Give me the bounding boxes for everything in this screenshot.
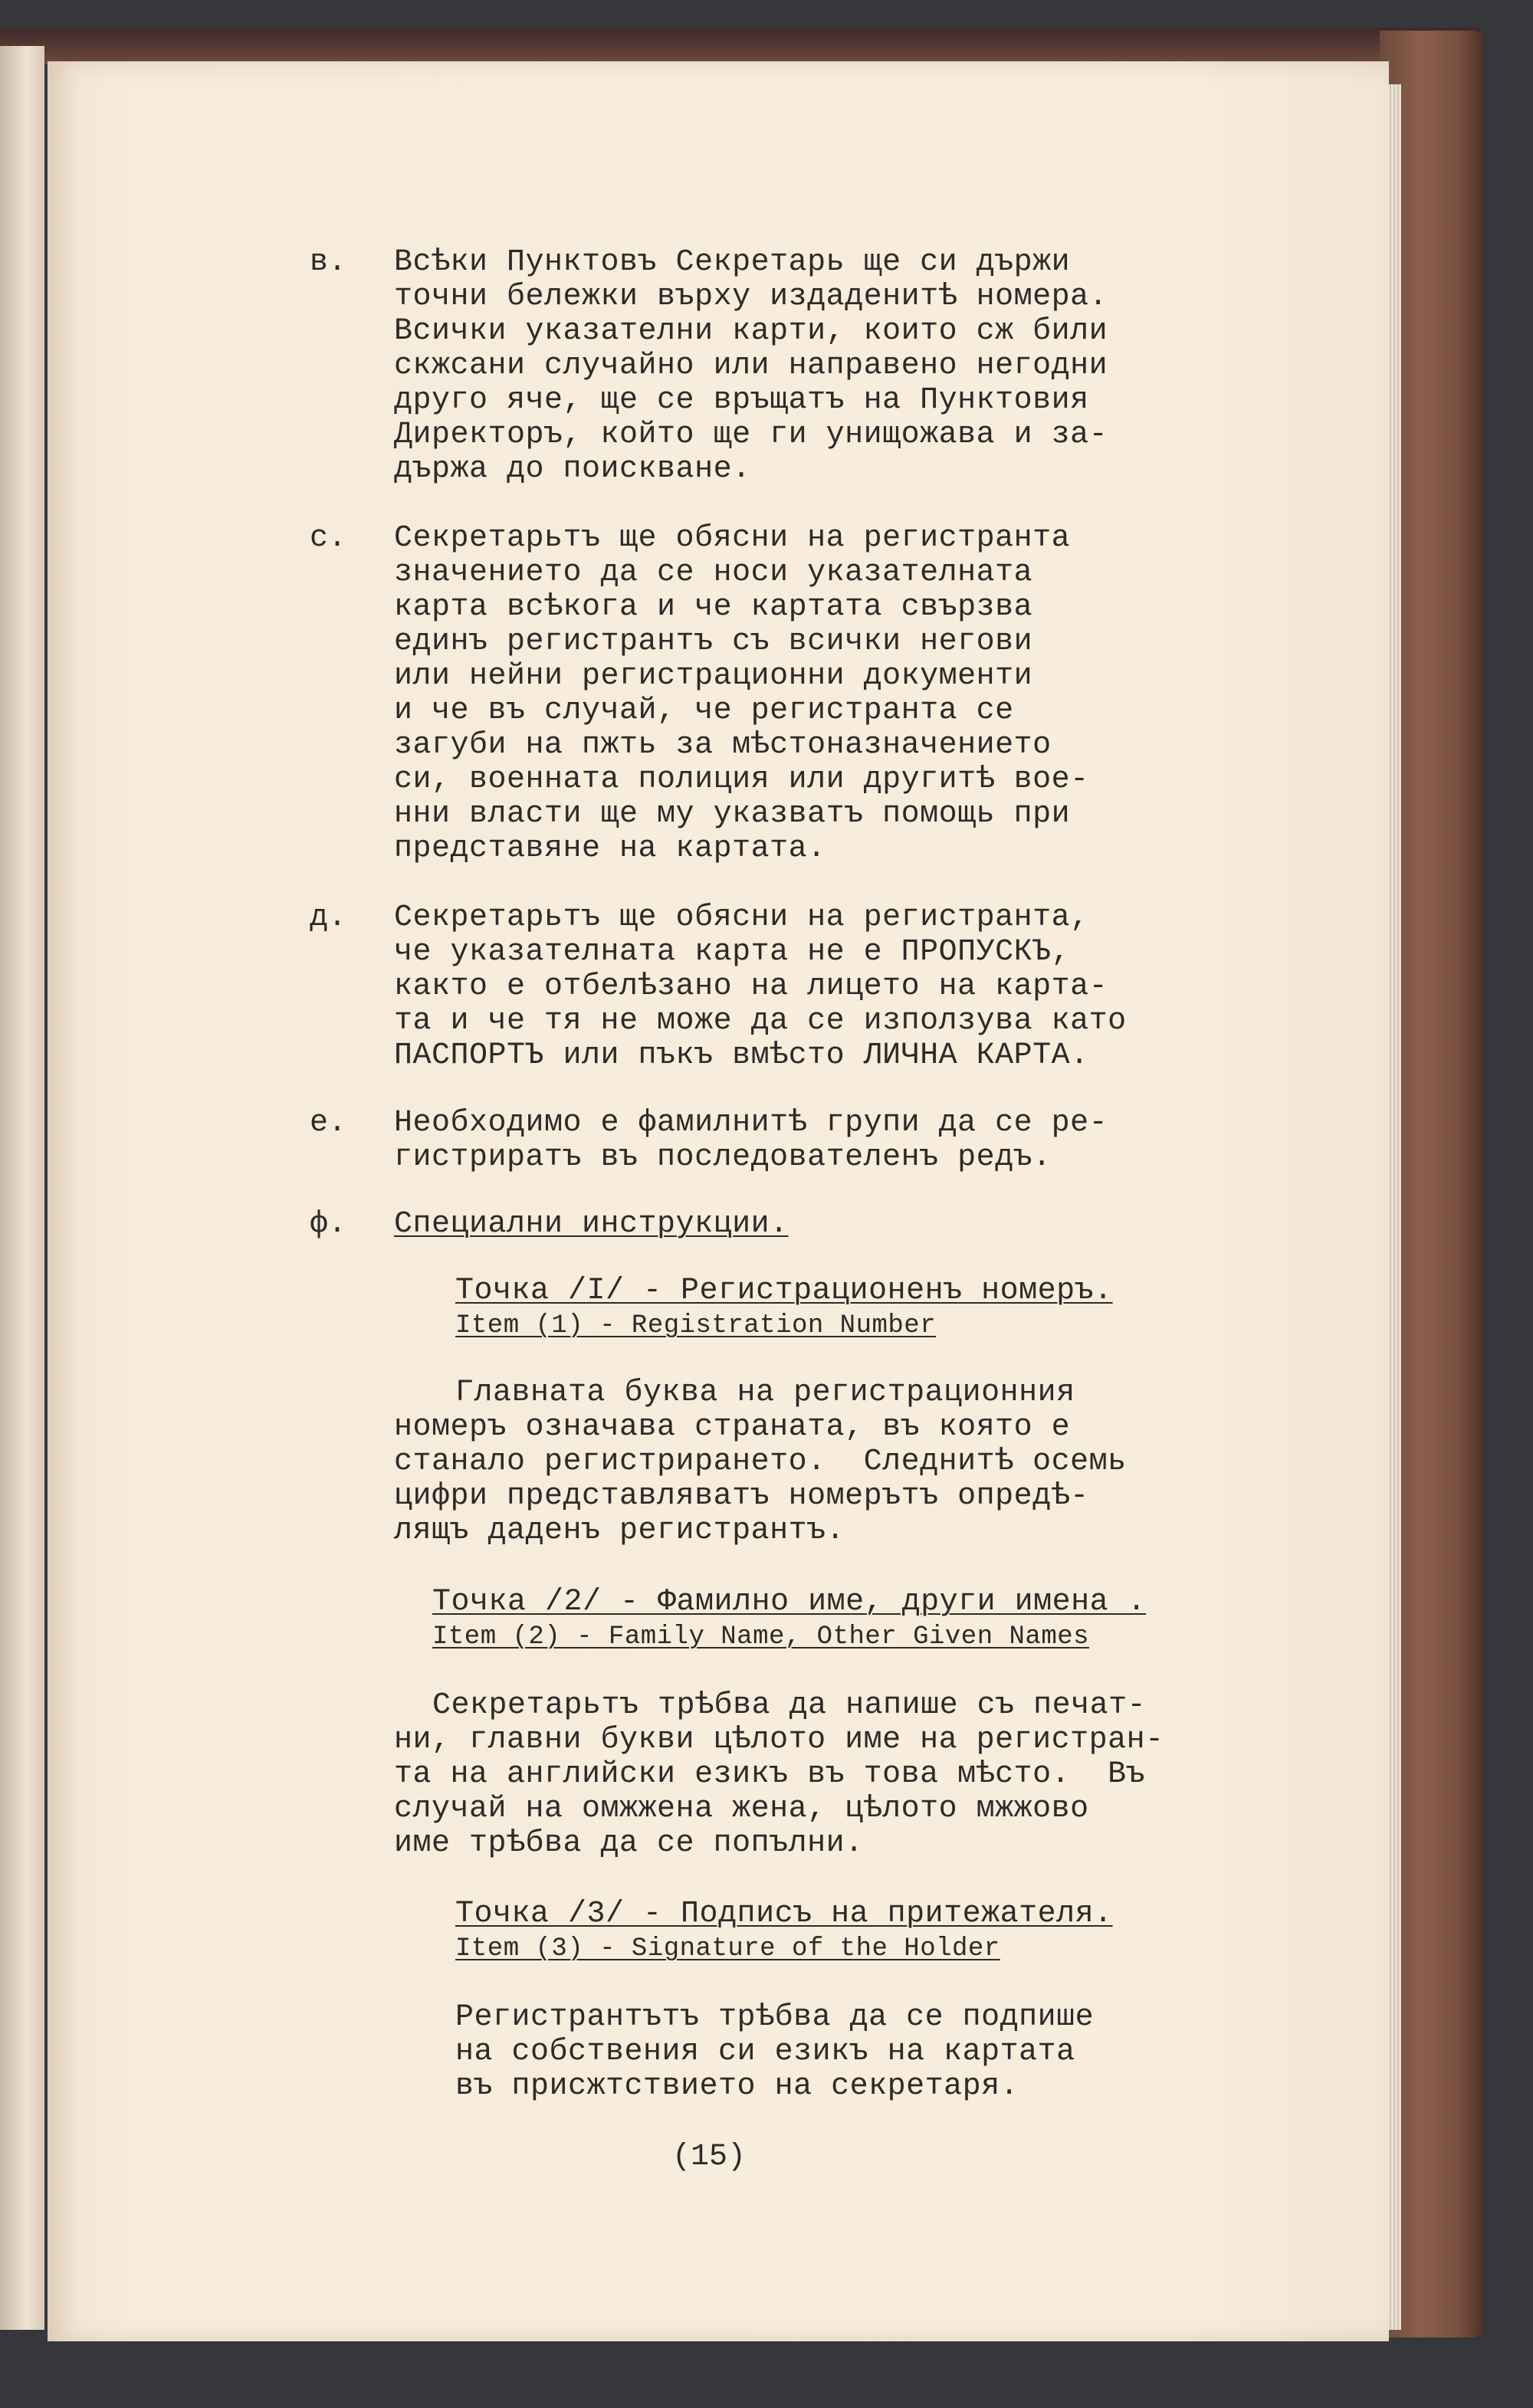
item-3-line: на собствения си езикъ на картата — [455, 2035, 1075, 2069]
item-1-line: Главната буква на регистрационния — [455, 1376, 1075, 1410]
section-b-line: друго яче, ще се връщатъ на Пунктовия — [394, 383, 1089, 418]
section-c-line: единъ регистрантъ съ всички негови — [394, 625, 1033, 659]
section-c-line: карта всѣкога и че картата свързва — [394, 590, 1033, 625]
item-2-heading-bg: Точка /2/ - Фамилно име, други имена . — [432, 1585, 1147, 1619]
facing-page-edge — [0, 46, 44, 2330]
item-1-line: лящъ даденъ регистрантъ. — [394, 1514, 845, 1548]
section-e-label: е. — [310, 1106, 347, 1140]
item-2-line: Секретарьтъ трѣбва да напише съ печат- — [432, 1688, 1147, 1723]
section-b-label: в. — [310, 245, 347, 280]
section-b-line: Всѣки Пунктовъ Секретарь ще си държи — [394, 245, 1071, 280]
item-1-line: станало регистрирането. Следнитѣ осемь — [394, 1445, 1127, 1479]
section-c-line: си, военната полиция или другитѣ вое- — [394, 763, 1089, 797]
section-c-line: и че въ случай, че регистранта се — [394, 694, 1014, 728]
item-3-heading-bg: Точка /3/ - Подписъ на притежателя. — [455, 1897, 1113, 1931]
section-d-line: както е отбелѣзано на лицето на карта- — [394, 969, 1108, 1004]
item-3-line: въ присжтствието на секретаря. — [455, 2069, 1019, 2104]
section-f-label: ф. — [310, 1207, 347, 1242]
section-d-line: Секретарьтъ ще обясни на регистранта, — [394, 901, 1089, 935]
item-1-line: цифри представляватъ номерътъ опредѣ- — [394, 1479, 1089, 1514]
item-1-line: номеръ означава страната, въ която е — [394, 1410, 1071, 1445]
item-2-line: та на английски езикъ въ това мѣсто. Въ — [394, 1757, 1146, 1792]
item-2-line: ни, главни букви цѣлото име на регистран- — [394, 1723, 1164, 1757]
section-d-line: та и че тя не може да се използува като — [394, 1004, 1127, 1038]
section-c-line: или нейни регистрационни документи — [394, 659, 1033, 694]
section-e-line: гистриратъ въ последователенъ редъ. — [394, 1140, 1052, 1175]
item-2-heading-en: Item (2) - Family Name, Other Given Names — [432, 1622, 1090, 1652]
section-e-line: Необходимо е фамилнитѣ групи да се ре- — [394, 1106, 1108, 1140]
page-number: (15) — [672, 2140, 747, 2174]
section-b-line: Всички указателни карти, които сж били — [394, 314, 1108, 349]
section-d-label: д. — [310, 901, 347, 935]
section-c-line: Секретарьтъ ще обясни на регистранта — [394, 521, 1071, 556]
item-2-line: име трѣбва да се попълни. — [394, 1826, 864, 1861]
section-c-line: нни власти ще му указватъ помощь при — [394, 797, 1071, 832]
document-page — [48, 61, 1389, 2341]
book-cover-top — [0, 28, 1479, 64]
item-1-heading-en: Item (1) - Registration Number — [455, 1311, 937, 1340]
section-d-line: ПАСПОРТЪ или пъкъ вмѣсто ЛИЧНА КАРТА. — [394, 1038, 1089, 1073]
section-b-line: Директоръ, който ще ги унищожава и за- — [394, 418, 1108, 452]
section-c-line: представяне на картата. — [394, 832, 826, 866]
item-3-heading-en: Item (3) - Signature of the Holder — [455, 1934, 1000, 1963]
section-b-line: точни бележки върху издаденитѣ номера. — [394, 280, 1108, 314]
section-f-heading: Специални инструкции. — [394, 1207, 789, 1242]
section-d-line: че указателната карта не е ПРОПУСКЪ, — [394, 935, 1071, 969]
section-b-line: скжсани случайно или направено негодни — [394, 349, 1108, 383]
section-c-line: загуби на пжть за мѣстоназначението — [394, 728, 1052, 763]
item-3-line: Регистрантътъ трѣбва да се подпише — [455, 2000, 1095, 2035]
section-c-label: с. — [310, 521, 347, 556]
section-c-line: значението да се носи указателната — [394, 556, 1033, 590]
item-1-heading-bg: Точка /I/ - Регистрационенъ номеръ. — [455, 1274, 1113, 1308]
item-2-line: случай на омжжена жена, цѣлото мжжово — [394, 1792, 1089, 1826]
section-b-line: държа до поискване. — [394, 452, 751, 487]
